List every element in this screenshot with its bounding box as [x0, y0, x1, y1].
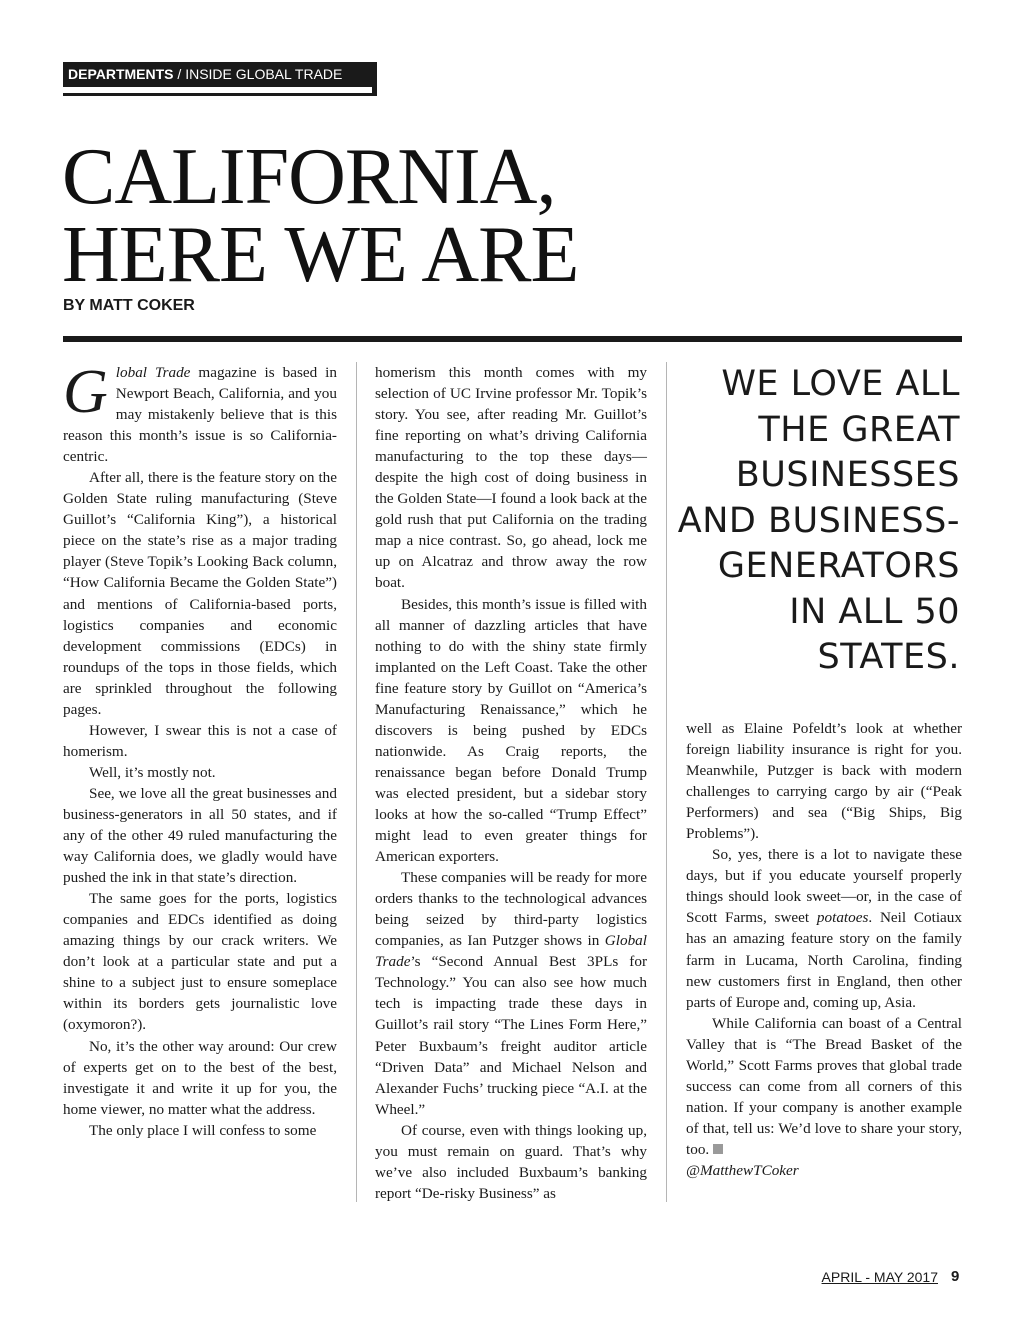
paragraph: [686, 1013, 962, 1160]
department-section: DEPARTMENTS: [68, 66, 174, 82]
page-number: 9: [951, 1268, 960, 1285]
publication-name: Global Trade: [375, 932, 647, 971]
paragraph-text: So, yes, there is a lot to navigate these days, but if you educate yourself properly things should look sweet—or, in the case of Scott Farms, sweet: [686, 846, 962, 927]
paragraph: The only place I will confess to some: [89, 1121, 317, 1139]
pull-quote: WE LOVE ALL THE GREAT BUSINESSES AND BUSINESS-GENERATORS IN ALL 50 STATES.: [677, 364, 960, 677]
paragraph: No, it’s the other way around: Our crew of experts get on to the best of the best, investigate it and write it up for you, the home viewer, no matter what the address.: [63, 1037, 337, 1118]
article-column-1: [63, 358, 337, 1141]
issue-date: APRIL - MAY 2017: [821, 1269, 938, 1285]
paragraph: [63, 358, 337, 467]
header-rule: [63, 336, 962, 342]
paragraph: The same goes for the ports, logistics companies and EDCs identified as doing amazing things by our crack writers. We don’t look at a particular state and put a shine to a subject just to ensure someplace within its borders gets journalistic love (oxymoron?).: [63, 890, 337, 1034]
department-label: [63, 62, 372, 87]
department-tag-edge: [372, 62, 377, 93]
paragraph: well as Elaine Pofeldt’s look at whether foreign liability insurance is right for you. Meanwhile, Putzger is back with modern challenges to carrying cargo by air (“Peak Performers) and sea (“Big Ships, Big Problems”).: [686, 720, 962, 843]
headline-line-2: HERE WE ARE: [62, 211, 579, 299]
drop-cap: G: [63, 358, 108, 426]
headline: [62, 133, 762, 299]
department-tag: [63, 62, 377, 96]
paragraph: See, we love all the great businesses and business-generators in all 50 states, and if any of the other 49 ruled manufacturing the way California does, we gladly would have pushed the ink in that state’s direction.: [63, 784, 337, 887]
paragraph-text: These companies will be ready for more orders thanks to the technological advances being seized by third-party logistics companies, as Ian Putzger shows in: [375, 869, 647, 950]
author-social-handle: @MatthewTCoker: [686, 1161, 799, 1179]
paragraph-text: . Neil Cotiaux has an amazing feature story on the family farm in Lucama, North Carolina, finding new customers first in England, then other parts of Europe and, coming up, Asia.: [686, 909, 962, 1011]
paragraph: Besides, this month’s issue is filled with all manner of dazzling articles that have nothing to do with the shiny state firmly implanted on the Left Coast. Take the other fine feature story by Guillot on “America’s Manufacturing Renaissance,” which he discovers is being pushed by EDCs nationwide. As Craig reports, the renaissance began before Donald Trump was elected president, but a sidebar story looks at how the so-called “Trump Effect” might lead to even greater things for American exporters.: [375, 595, 647, 866]
paragraph: [375, 867, 647, 1120]
paragraph: After all, there is the feature story on the Golden State ruling manufacturing (Steve Guillot’s “California King”), a historical piece on the state’s rise as a major trading player (Steve Topik’s Looking Back column, “How California Became the Golden State”) and mentions of California-based ports, logistics companies and economic development commissions (EDCs) in roundups of the tops in those fields, which are sprinkled throughout the following pages.: [63, 469, 337, 718]
byline: BY MATT COKER: [63, 297, 195, 314]
department-subsection: INSIDE GLOBAL TRADE: [185, 66, 343, 82]
article-column-2: [375, 362, 647, 1204]
column-divider-1: [356, 362, 357, 1202]
publication-name: lobal Trade: [115, 364, 191, 381]
paragraph-text: ’s “Second Annual Best 3PLs for Technology.” You can also see how much tech is impacting trade these days in Guillot’s rail story “The Lines Form Here,” Peter Buxbaum’s freight auditor article “Driven Data” and Michael Nelson and Alexander Fuchs’ trucking piece “A.I. at the Wheel.”: [375, 953, 647, 1118]
paragraph: homerism this month comes with my selection of UC Irvine professor Mr. Topik’s story. You see, after reading Mr. Guillot’s fine reporting on what’s driving California manufacturing to the top these days—despite the high cost of doing business in the Golden State—I found a look back at the gold rush that put California on the trading map a nice contrast. So, go ahead, lock me up on Alcatraz and throw away the row boat.: [375, 364, 647, 592]
paragraph-text: magazine is based in Newport Beach, California, and you may mistakenly believe that is this reason this month’s issue is so California-centric.: [63, 364, 337, 466]
paragraph-text: While California can boast of a Central Valley that is “The Bread Basket of the World,” Scott Farms proves that global trade success can come from all corners of this nation. If your company is another example of that, tell us: We’d love to share your story, too.: [686, 1014, 962, 1158]
headline-line-1: CALIFORNIA,: [62, 133, 556, 221]
department-separator: /: [173, 66, 186, 82]
paragraph: Of course, even with things looking up, you must remain on guard. That’s why we’ve also included Buxbaum’s banking report “De-risky Business” as: [375, 1121, 647, 1202]
paragraph: However, I swear this is not a case of homerism.: [63, 721, 337, 760]
end-of-article-square-icon: [713, 1144, 723, 1154]
article-column-3: [686, 718, 962, 1181]
column-divider-2: [666, 362, 667, 1202]
paragraph: Well, it’s mostly not.: [89, 763, 216, 781]
paragraph: [686, 844, 962, 1012]
emphasis: potatoes: [816, 909, 869, 927]
